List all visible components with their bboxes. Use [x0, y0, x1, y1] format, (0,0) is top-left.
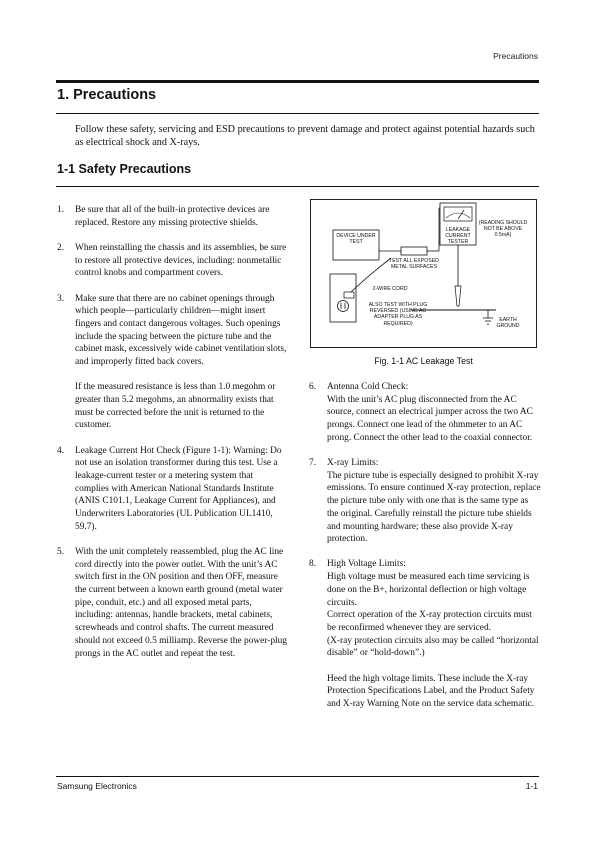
header-section-label: Precautions — [493, 51, 538, 61]
left-column — [57, 204, 287, 673]
device-under-test-label: DEVICE UNDER TEST — [336, 233, 376, 246]
item-body — [327, 457, 541, 546]
list-item — [57, 546, 287, 660]
title-rule-bottom — [56, 113, 539, 114]
item-number: 6. — [309, 382, 317, 392]
list-item — [57, 445, 287, 534]
item-paragraph: With the unit completely reassembled, plug the AC line cord directly into the power outlet. With the unit’s AC switch first in the ON position and then OFF, measure the current between a known earth ground (metal water pipe, conduit, etc.) and all exposed metal parts, including: antennas, handle brackets, metal cabinets, screwheads and control shafts. The current measured should not exceed 0.5 milliamp. Reverse the power-plug prongs in the AC outlet and repeat the test. — [75, 546, 287, 659]
item-body — [75, 242, 287, 280]
item-number: 8. — [309, 559, 317, 570]
list-item — [57, 204, 287, 229]
item-number: 7. — [309, 458, 317, 469]
page-title: 1. Precautions — [57, 87, 157, 103]
item-paragraph: Make sure that there are no cabinet openings through which people—particularly children—might insert fingers and contact dangerous voltages. Such openings include the spacing between the picture tube and the cabinet mask, excessively wide cabinet ventilation slots, and improperly fitted back covers. — [75, 293, 287, 368]
item-paragraph: High Voltage Limits: High voltage must be measured each time servicing is done on the B+, horizontal deflection or high voltage circuits. Correct operation of the X-ray protection circuits must be reconfirmed whenever they are serviced. (X-ray protection circuits also may be called “horizontal disable” or “hold-down”.) — [327, 559, 539, 659]
subsection-rule — [56, 186, 539, 187]
list-item — [57, 293, 287, 433]
intro-paragraph: Follow these safety, servicing and ESD precautions to prevent damage and protect against potential hazards such as electrical shock and X-rays. — [75, 124, 535, 148]
item-paragraph: If the measured resistance is less than 1.0 megohm or greater than 5.2 megohms, an abnormality exists that must be corrected before the unit is returned to the customer. — [75, 382, 276, 431]
item-number: 2. — [57, 242, 65, 253]
earth-ground-label: EARTH GROUND — [496, 317, 520, 330]
item-body — [75, 293, 287, 433]
item-number: 1. — [57, 205, 65, 215]
item-body — [327, 558, 541, 710]
footer-rule — [56, 776, 539, 777]
list-item — [309, 457, 541, 546]
footer-page-number: 1-1 — [525, 781, 538, 791]
item-number: 3. — [57, 293, 65, 304]
item-paragraph: When reinstalling the chassis and its assemblies, be sure to restore all protective devices, including: nonmetallic control knobs and compartment covers. — [75, 242, 287, 279]
item-paragraph: Antenna Cold Check: With the unit’s AC plug disconnected from the AC source, connect an electrical jumper across the two AC prongs. Connect one lead of the ohmmeter to an AC prong. Connect the other lead to the coaxial connector. — [327, 382, 533, 443]
item-body — [327, 381, 541, 445]
item-body — [75, 204, 287, 229]
reading-label: (READING SHOULD NOT BE ABOVE 0.5mA) — [478, 220, 528, 239]
item-paragraph: Be sure that all of the built-in protective devices are replaced. Restore any missing protective shields. — [75, 205, 270, 228]
item-number: 5. — [57, 546, 65, 557]
title-rule-top — [56, 80, 539, 83]
list-item — [57, 242, 287, 280]
item-paragraph: Heed the high voltage limits. These include the X-ray Protection Specifications Label, and the Product Safety and X-ray Warning Note on the service data schematic. — [327, 673, 535, 709]
item-body — [75, 445, 287, 534]
footer-company: Samsung Electronics — [57, 781, 137, 791]
list-item — [309, 558, 541, 710]
item-paragraph: X-ray Limits: The picture tube is especially designed to prohibit X-ray emissions. To ensure continued X-ray protection, replace the picture tube only with one that is the same type as the original. Carefully reinstall the picture tube shields and mounting hardware; these also provide X-ray protection. — [327, 458, 541, 545]
leakage-tester-label: LEAKAGE CURRENT TESTER — [445, 227, 471, 246]
item-number: 4. — [57, 445, 65, 456]
subsection-title: 1-1 Safety Precautions — [57, 162, 192, 176]
also-test-label: ALSO TEST WITH PLUG REVERSED (USING AC ADAPTER PLUG AS REQUIRED) — [368, 302, 428, 327]
item-paragraph: Leakage Current Hot Check (Figure 1-1): Warning: Do not use an isolation transformer during this test. Use a leakage-current tester or a metering system that complies with American National Standards Institute (ANIS C101.1, Leakage Current for Appliances), and Underwriters Laboratories (UL Publication UL1410, 59.7). — [75, 445, 282, 532]
test-all-label: TEST ALL EXPOSED METAL SURFACES — [389, 258, 439, 271]
list-item — [309, 381, 541, 445]
right-column — [309, 381, 541, 723]
figure-caption: Fig. 1-1 AC Leakage Test — [374, 356, 473, 366]
cord-label: 2-WIRE CORD — [372, 286, 408, 292]
ac-leakage-figure — [310, 199, 537, 348]
item-body — [75, 546, 287, 660]
